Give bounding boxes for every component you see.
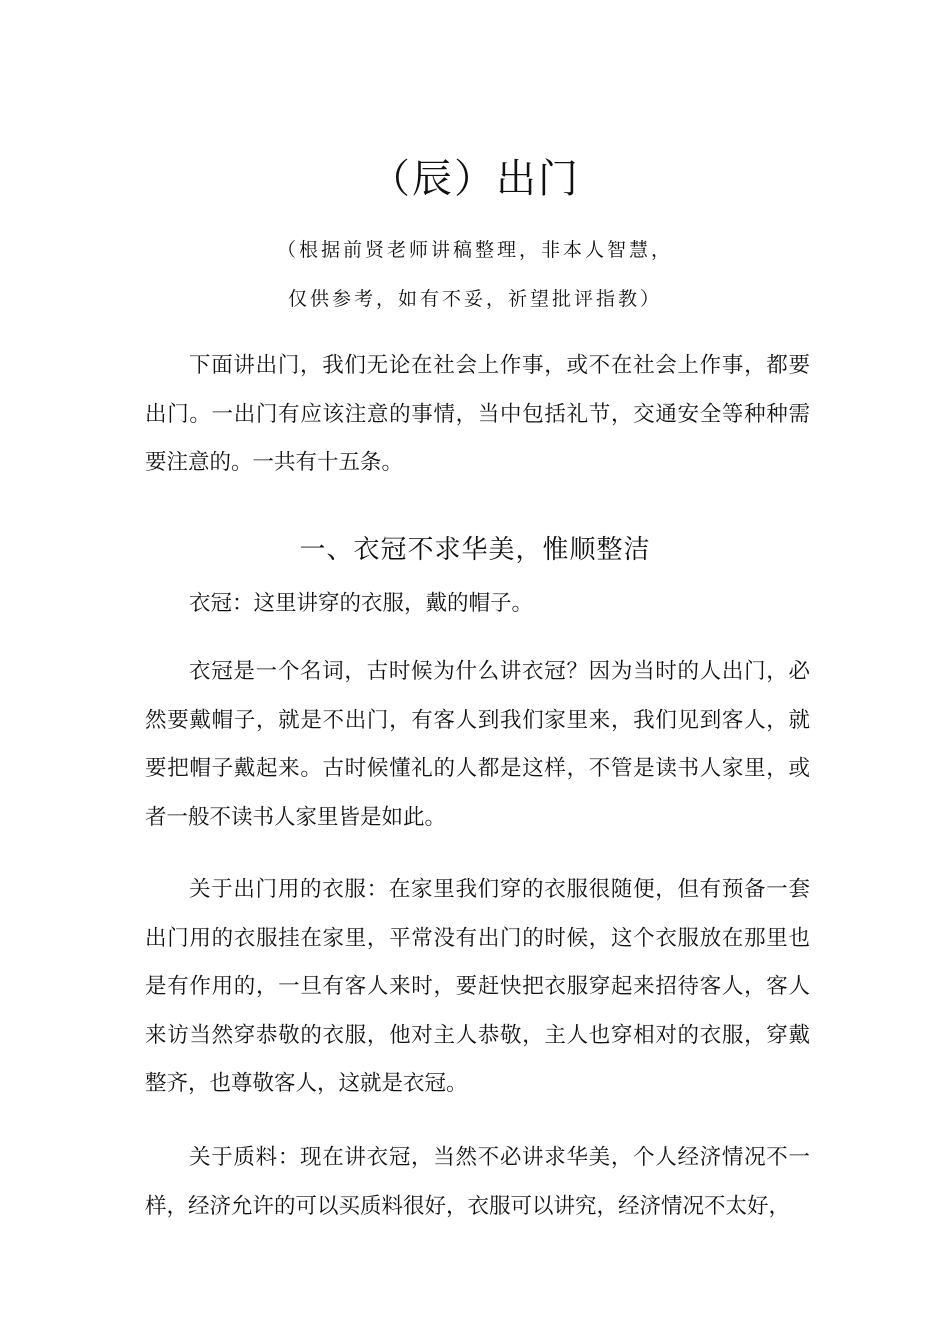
subtitle-line-1: （根据前贤老师讲稿整理，非本人智慧， <box>276 239 673 261</box>
intro-paragraph: 下面讲出门，我们无论在社会上作事，或不在社会上作事，都要出门。一出门有应该注意的事情，当中包括礼节，交通安全等种种需要注意的。一共有十五条。 <box>145 353 810 475</box>
section-heading: 一、衣冠不求华美，惟顺整洁 <box>299 534 651 565</box>
subtitle-line-2: 仅供参考，如有不妥，祈望批评指教） <box>287 288 662 310</box>
paragraph-definition: 衣冠：这里讲穿的衣服，戴的帽子。 <box>189 591 534 616</box>
paragraph-clothing: 关于出门用的衣服：在家里我们穿的衣服很随便，但有预备一套出门用的衣服挂在家里，平常没有出门的时候，这个衣服放在那里也是有作用的，一旦有客人来时，要赶快把衣服穿起来招待客人，客人来访当然穿恭敬的衣服，他对主人恭敬，主人也穿相对的衣服，穿戴整齐，也尊敬客人，这就是衣冠。 <box>145 877 810 1096</box>
page-title: （辰）出门 <box>370 155 580 202</box>
paragraph-material: 关于质料：现在讲衣冠，当然不必讲求华美，个人经济情况不一样，经济允许的可以买质料很好，衣服可以讲究，经济情况不太好， <box>145 1145 810 1219</box>
paragraph-history: 衣冠是一个名词，古时候为什么讲衣冠？因为当时的人出门，必然要戴帽子，就是不出门，有客人到我们家里来，我们见到客人，就要把帽子戴起来。古时候懂礼的人都是这样，不管是读书人家里，或者一般不读书人家里皆是如此。 <box>145 659 810 830</box>
